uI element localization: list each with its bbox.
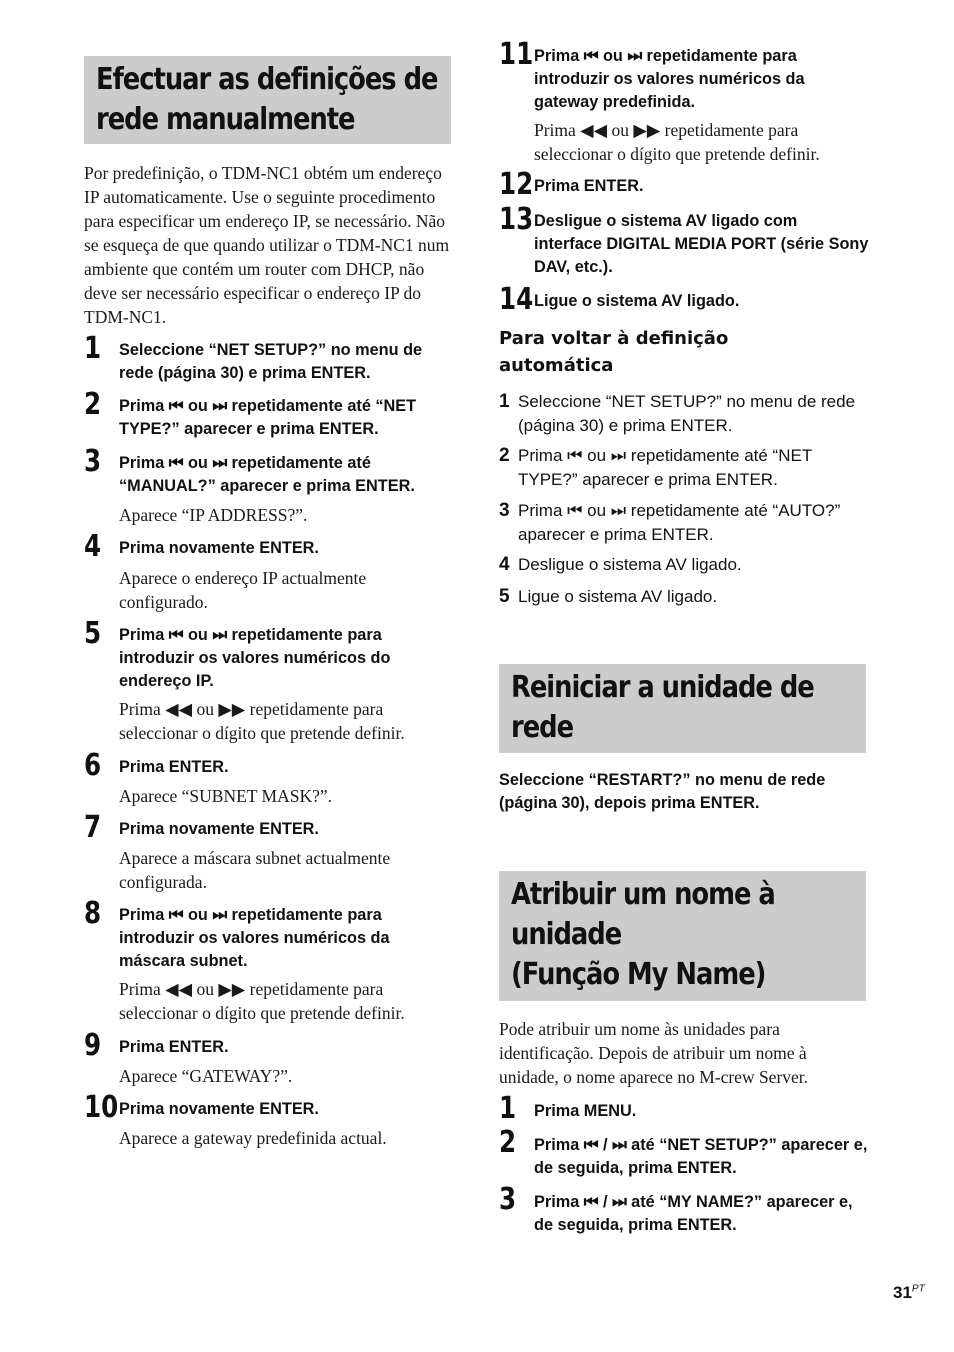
step-number: 8 — [84, 896, 102, 931]
step-number: 6 — [84, 748, 102, 783]
step-text: Prima novamente ENTER. — [119, 539, 319, 557]
step-note: Prima ◀◀ ou ▶▶ repetidamente para seleccionar o dígito que pretende definir. — [119, 979, 405, 1023]
step-text: Prima ⏮ / ⏭ até “NET SETUP?” aparecer e, de seguida, prima ENTER. — [534, 1136, 868, 1177]
step-number: 2 — [499, 445, 510, 466]
step-text: Desligue o sistema AV ligado com interface DIGITAL MEDIA PORT (série Sony DAV, etc.). — [534, 212, 869, 276]
step-text: Prima ⏮ ou ⏭ repetidamente até “MANUAL?” aparecer e prima ENTER. — [119, 454, 415, 495]
step-text: Prima ENTER. — [119, 1038, 229, 1056]
step-text: Prima MENU. — [534, 1102, 637, 1120]
section-title-line: rede manualmente — [96, 102, 355, 137]
step-text: Prima ⏮ ou ⏭ repetidamente até “AUTO?” aparecer e prima ENTER. — [518, 501, 841, 544]
restart-instruction: Seleccione “RESTART?” no menu de rede (página 30), depois prima ENTER. — [499, 771, 826, 812]
step-number: 4 — [499, 554, 510, 575]
step-text: Desligue o sistema AV ligado. — [518, 555, 742, 574]
step-text: Prima ENTER. — [534, 177, 644, 195]
step-number: 4 — [84, 529, 102, 564]
step-note: Aparece a máscara subnet actualmente configurada. — [119, 848, 391, 892]
my-name-intro: Pode atribuir um nome às unidades para identificação. Depois de atribuir um nome à unidade, o nome aparece no M-crew Server. — [499, 1019, 809, 1087]
page-number-value: 31 — [893, 1283, 912, 1302]
section-title-line: (Função My Name) — [511, 957, 766, 992]
step-note: Prima ◀◀ ou ▶▶ repetidamente para seleccionar o dígito que pretende definir. — [119, 699, 405, 743]
step-text: Prima ⏮ ou ⏭ repetidamente para introduzir os valores numéricos do endereço IP. — [119, 626, 391, 690]
step-number: 14 — [499, 282, 534, 317]
section-title-line: unidade — [511, 917, 622, 952]
step-note: Aparece o endereço IP actualmente configurado. — [119, 568, 367, 612]
step-text: Prima ⏮ ou ⏭ repetidamente para introduzir os valores numéricos da gateway predefinida. — [534, 47, 805, 111]
step-number: 1 — [499, 1091, 517, 1126]
step-number: 5 — [499, 586, 510, 607]
step-text: Prima ⏮ ou ⏭ repetidamente para introduzir os valores numéricos da máscara subnet. — [119, 906, 390, 970]
page-number — [893, 1283, 925, 1303]
step-number: 10 — [84, 1090, 119, 1125]
step-number: 3 — [499, 500, 510, 521]
step-number: 13 — [499, 202, 534, 237]
step-text: Prima ⏮ / ⏭ até “MY NAME?” aparecer e, de seguida, prima ENTER. — [534, 1193, 853, 1234]
step-number: 2 — [84, 387, 102, 422]
step-note: Aparece “IP ADDRESS?”. — [119, 505, 308, 525]
section-title-line: Reiniciar a unidade de — [511, 670, 814, 705]
step-number: 12 — [499, 167, 534, 202]
intro-paragraph: Por predefinição, o TDM-NC1 obtém um endereço IP automaticamente. Use o seguinte procedimento para especificar um endereço IP, se necessário. Não se esqueça de que quando utilizar o TDM-NC1 num ambiente que contém um router com DHCP, não deve ser necessário especificar o endereço IP do TDM-NC1. — [84, 163, 450, 327]
step-number: 3 — [84, 444, 102, 479]
step-text: Ligue o sistema AV ligado. — [518, 587, 718, 606]
section-banner-manual — [84, 56, 451, 144]
step-note: Aparece “GATEWAY?”. — [119, 1066, 293, 1086]
section-title-line: Efectuar as definições de — [96, 62, 438, 97]
step-text: Prima ENTER. — [119, 758, 229, 776]
section-title-line: rede — [511, 710, 574, 745]
step-number: 1 — [499, 391, 510, 412]
auto-setting-heading: Para voltar à definição automática — [499, 328, 729, 376]
step-note: Aparece “SUBNET MASK?”. — [119, 786, 333, 806]
language-code: PT — [911, 1283, 925, 1295]
step-number: 7 — [84, 810, 102, 845]
step-text: Prima novamente ENTER. — [119, 1100, 319, 1118]
step-number: 2 — [499, 1125, 517, 1160]
step-text: Prima novamente ENTER. — [119, 820, 319, 838]
section-banner-my-name — [499, 871, 866, 1001]
step-note: Prima ◀◀ ou ▶▶ repetidamente para seleccionar o dígito que pretende definir. — [534, 120, 820, 164]
step-text: Ligue o sistema AV ligado. — [534, 292, 740, 310]
section-title-line: Atribuir um nome à — [511, 877, 775, 912]
step-text: Prima ⏮ ou ⏭ repetidamente até “NET TYPE?” aparecer e prima ENTER. — [119, 397, 417, 438]
step-note: Aparece a gateway predefinida actual. — [119, 1128, 387, 1148]
step-text: Seleccione “NET SETUP?” no menu de rede (página 30) e prima ENTER. — [518, 392, 856, 435]
step-number: 9 — [84, 1028, 102, 1063]
step-number: 11 — [499, 37, 534, 72]
step-number: 5 — [84, 616, 102, 651]
step-number: 1 — [84, 331, 102, 366]
step-number: 3 — [499, 1182, 517, 1217]
step-text: Seleccione “NET SETUP?” no menu de rede (página 30) e prima ENTER. — [119, 341, 423, 382]
step-text: Prima ⏮ ou ⏭ repetidamente até “NET TYPE?” aparecer e prima ENTER. — [518, 446, 812, 489]
section-banner-restart — [499, 664, 866, 753]
